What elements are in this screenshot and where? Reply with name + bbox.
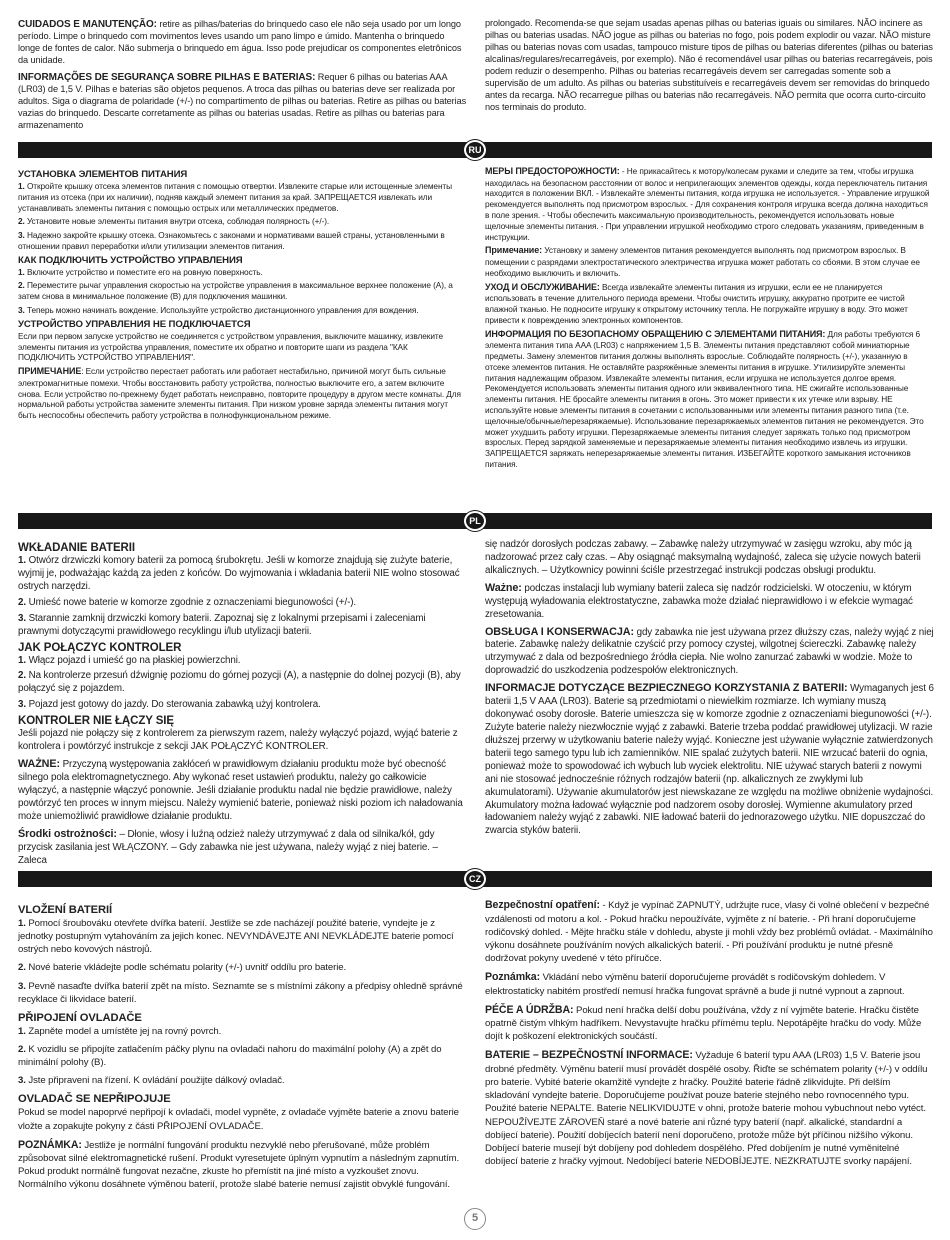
step-number: 2. [18,596,26,608]
cz-right-column [485,898,934,1197]
ru-heading-battery-install: УСТАНОВКА ЭЛЕМЕНТОВ ПИТАНИЯ [18,169,188,180]
pt-right-column [485,18,934,136]
pl-step [18,597,467,610]
pl-battery-safety-paragraph [485,681,934,838]
step-text: Nové baterie vkládejte podle schématu polarity (+/-) uvnitř oddílu pro baterie. [25,962,347,974]
cz-care-paragraph [485,1003,934,1044]
ru-battery-safety-heading: ИНФОРМАЦИЯ ПО БЕЗОПАСНОМУ ОБРАЩЕНИЮ С ЭЛЕМЕНТАМИ ПИТАНИЯ: [485,328,826,339]
ru-step [18,216,467,227]
step-text: Pevně nasaďte dvířka baterií zpět na místo. Seznamte se s místními zákony a předpisy ohledně správné recyklace či likvidace baterií. [18,980,463,1005]
step-text: Теперь можно начинать вождение. Используйте устройство дистанционного управления для вождения. [24,305,419,316]
ru-remark-text: Установку и замену элементов питания рекомендуется выполнять под присмотром взрослых. В помещении с разрядами электростатического электричества игрушка может работать со сбоями. В этом случае ее необходимо выключить и включить. [485,245,920,278]
pl-precautions-heading: Środki ostrożności: [18,827,117,840]
step-text: Zapněte model a umístěte jej na rovný povrch. [25,1025,222,1037]
pl-important-paragraph [18,757,467,824]
page-number: 5 [464,1208,486,1230]
cz-step [18,980,467,1006]
ru-heading-connect: КАК ПОДКЛЮЧИТЬ УСТРОЙСТВО УПРАВЛЕНИЯ [18,254,243,266]
cz-step [18,1043,467,1069]
section-portuguese [18,18,934,136]
pl-right-column [485,539,934,870]
pl-not-connecting-text: Jeśli pojazd nie połączy się z kontrolerem za pierwszym razem, należy wyłączyć pojazd, wyjąć baterie z kontrolera i powtórzyć instrukcje z sekcji JAK POŁĄCZYĆ KONTROLER. [18,728,458,753]
pt-battery-paragraph [18,71,467,132]
step-text: Umieść nowe baterie w komorze zgodnie z oznaczeniami biegunowości (+/-). [25,596,357,608]
step-number: 1. [18,181,25,191]
cz-remark-text: Vkládání nebo výměnu baterií doporučujeme provádět s rodičovským dohledem. V elektrostaticky nabitém prostředí nemusí hračka fungovat správně a bude ji nutné vypnout a zapnout. [485,972,905,997]
cz-care-text: Pokud není hračka delší dobu používána, vždy z ní vyjměte baterie. Hračku čistěte opatrně čistým vlhkým hadříkem. Nevystavujte hračku přímému teplu. Nepotápějte hračku do vody. Může dojít k poškození elektronických součástí. [485,1004,922,1043]
pl-note-text: podczas instalacji lub wymiany baterii zaleca się nadzór rodzicielski. W otoczeniu, w którym występują wyładowania elektrostatyczne, zabawka może działać nieprawidłowo i w efekcie wymagać zresetowania. [485,582,913,620]
ru-care-heading: УХОД И ОБСЛУЖИВАНИЕ: [485,281,600,292]
section-polish [18,539,934,870]
step-text: Na kontrolerze przesuń dźwignię poziomu do górnej pozycji (A), a następnie do dolnej pozycji (B), aby połączyć się z pojazdem. [18,670,461,695]
pt-battery-text: Requer 6 pilhas ou baterias AAA (LR03) de 1,5 V. Pilhas e baterias são objetos pequenos. A troca das pilhas ou baterias deve ser realizada por adultos. Siga o diagrama de polaridade (+/-) no compartimento de pilhas ou baterias. Retire as pilhas ou baterias vazias do brinquedo. Descarte corretamente as pilhas ou baterias usadas. Retire as pilhas ou baterias para armazenamento [18,71,467,130]
step-number: 3. [18,612,26,624]
pl-step [18,655,467,668]
ru-language-badge: RU [464,140,486,160]
ru-heading-not-connecting: УСТРОЙСТВО УПРАВЛЕНИЯ НЕ ПОДКЛЮЧАЕТСЯ [18,318,251,330]
cz-step [18,1025,467,1038]
ru-note-heading: ПРИМЕЧАНИЕ [18,366,82,377]
step-number: 3. [18,699,26,711]
ru-precautions-heading: МЕРЫ ПРЕДОСТОРОЖНОСТИ: [485,166,620,176]
cz-precautions-text: - Když je vypínač ZAPNUTÝ, udržujte ruce, vlasy či volné oblečení v bezpečné vzdálenosti od motoru a kol. - Pokud hračku nepoužíváte, vyjměte z ní baterie. - Při hraní doporučujeme rodičovský dohled. - Mějte hračku stále v dohledu, abyste ji mohli vždy bez problémů ovládat. - Maximálního výkonu dosáhnete používáním nových alkalických baterií. - Při používání produktu je nutné přesně dodržovat pokyny uvedené v této příručce. [485,900,933,964]
cz-battery-safety-text: Vyžaduje 6 baterií typu AAA (LR03) 1,5 V. Baterie jsou drobné předměty. Výměnu baterií musí provádět dospělé osoby. Řiďte se schématem polarity (+/-) v oddílu pro baterie. Vybité baterie okamžitě vyndejte z hračky. Použité baterie řádně zlikvidujte. Při delším skladování vyndejte baterie. Doporučujeme používat pouze baterie stejného nebo rovnocenného typu. Použité baterie NEPALTE. Baterie NELIKVIDUJTE v ohni, protože baterie mohou vybuchnout nebo vytéct. NEPOUŽÍVEJTE ZÁROVEŇ staré a nové baterie ani různé typy baterií (např. alkalické, standardní a dobíjecí baterie). Použití dobíjecích baterií není doporučeno, protože může být příčinou nižšího výkonu. Dobíjecí baterie musejí být dobíjeny pod dohledem dospělého. Před dobíjením je nutné vyměnitelné dobíjecí baterie z hračky vyjmout. Nedobíjecí baterie NEDOBÍJEJTE. NEZKRATUJTE svorky napájení. [485,1050,928,1167]
cz-heading-not-connecting: OVLADAČ SE NEPŘIPOJUJE [18,1093,171,1106]
cz-precautions-paragraph [485,898,934,965]
cz-step [18,1074,467,1087]
pl-care-text: gdy zabawka nie jest używana przez dłuższy czas, należy wyjąć z niej baterie. Zabawkę należy delikatnie czyścić przy pomocy czystej, wilgotnej ściereczki. Zabawkę należy utrzymywać z dala od bezpośredniego źródła ciepła. Nie wolno zanurzać zabawki w wodzie. Może to doprowadzić do uszkodzenia podzespołów elektronicznych. [485,626,934,677]
step-text: Otwórz drzwiczki komory baterii za pomocą śrubokrętu. Jeśli w komorze znajdują się zużyte baterie, wyjmij je, podważając każdą za jeden z końców. Do wyjmowania i wkładania baterii NIE wolno stosować ostrych narzędzi. [18,555,460,592]
ru-right-column [485,166,934,473]
step-number: 1. [18,555,26,566]
pl-section-bar [18,513,932,529]
pl-step [18,670,467,696]
pl-precautions-text: – Dłonie, włosy i luźną odzież należy utrzymywać z dala od silnika/kół, gdy przycisk zasilania jest WŁĄCZONY. – Gdy zabawka nie jest używana, należy wyjąć z niej baterie. – Zaleca [18,828,438,866]
cz-step [18,961,467,974]
step-text: Откройте крышку отсека элементов питания с помощью отвертки. Извлеките старые или истощенные элементы питания из отсека (при их наличии), подняв каждый элемент питания за край. ЗАПРЕЩАЕТСЯ извлекать или устанавливать элементы питания с помощью острых или металлических предметов. [18,181,452,213]
ru-step [18,305,467,316]
cz-note-paragraph [18,1138,467,1192]
ru-left-column [18,166,467,473]
step-text: Установите новые элементы питания внутри отсека, соблюдая полярность (+/-). [24,216,330,227]
pt-left-column [18,18,467,136]
pt-care-paragraph [18,18,467,67]
pl-important-text: Przyczyną występowania zakłóceń w prawidłowym działaniu produktu może być obecność silnego pola elektromagnetycznego. Aby wykonać reset ustawień produktu, należy go całkowicie wyłączyć, a następnie włączyć ponownie. Jeśli działanie produktu nadal nie będzie prawidłowe, należy powtórzyć ten proces w innym miejscu. Należy wymienić baterie, ponieważ niski poziom ich naładowania może uniemożliwić prawidłowe działanie produktu. [18,759,463,822]
cz-not-connecting-text: Pokud se model napoprvé nepřipojí k ovladači, model vypněte, z ovladače vyjměte baterie a znovu baterie vložte a zopakujte pokyny z části PŘIPOJENÍ OVLADAČE. [18,1107,459,1132]
step-text: Pomocí šroubováku otevřete dvířka baterií. Jestliže se zde nacházejí použité baterie, vyndejte je z jednotky postupným vytahováním za jejich konec. NEVYNDÁVEJTE ANI NEVKLÁDEJTE baterie pomocí ostrých nebo kovových nástrojů. [18,918,454,956]
ru-remark-paragraph [485,245,934,278]
step-text: Włącz pojazd i umieść go na płaskiej powierzchni. [25,654,241,666]
step-text: Jste připraveni na řízení. K ovládání použijte dálkový ovladač. [25,1075,285,1087]
cz-step [18,917,467,956]
pl-battery-safety-text: Wymaganych jest 6 baterii 1,5 V AAA (LR03). Baterie są przedmiotami o niewielkim rozmiarze. Ich wymiany muszą dokonywać osoby dorosłe. Baterie umieszcza się w komorze zgodnie z oznaczeniami biegunowości (+/-). Zużyte baterie należy niezwłocznie wyjąć z zabawki. Baterie trzeba poddać prawidłowej utylizacji. W razie dłuższej przerwy w użytkowaniu baterie należy wyjąć. Konieczne jest używanie wyłącznie zatwierdzonych baterii tego samego typu lub ich zamienników. NIE spalać zużytych baterii. NIE wrzucać baterii do ognia, ponieważ może to spowodować ich wybuch lub wyciek elektrolitu. NIE używać starych baterii z nowymi ani nie stosować jednocześnie różnych rodzajów baterii (np. alkalicznych ze zwykłymi lub akumulatorami). Używanie akumulatorów jest niewskazane ze względu na możliwe obniżenie wydajności. Akumulatory można ładować wyłącznie pod nadzorem osoby dorosłej. Wymienne akumulatory przed ładowaniem należy wyjąć z zabawki. NIE ładować baterii do jednorazowego użytku. NIE dopuszczać do zwarcia styków baterii. [485,683,934,837]
ru-remark-heading: Примечание: [485,245,543,256]
ru-care-text: Всегда извлекайте элементы питания из игрушки, если ее не планируется использовать в течение длительного периода времени. Чтобы очистить игрушку, аккуратно протрите ее чистой влажной тканью. Не подносите игрушку к открытому источнику тепла. Не погружайте игрушку в воду. Это может привести к повреждению электронных компонентов. [485,281,908,325]
pt-care-heading: CUIDADOS E MANUTENÇÃO: [18,19,157,30]
step-number: 1. [18,266,25,277]
pl-note-heading: Ważne: [485,581,522,594]
step-text: Включите устройство и поместите его на ровную поверхность. [24,266,263,277]
step-number: 2. [18,216,25,227]
pl-note-paragraph [485,581,934,622]
step-number: 1. [18,1025,26,1037]
ru-not-connecting-text: Если при первом запуске устройство не соединяется с устройством управления, выключите машинку, извлеките элементы питания из устройства управления, поместите их обратно и повторите шаги из раздела "КАК ПОДКЛЮЧИТЬ УСТРОЙСТВО УПРАВЛЕНИЯ". [18,330,443,363]
step-text: Переместите рычаг управления скоростью на устройстве управления в максимальное верхнее положение (A), а затем снова в минимальное положение (B) для подключения машинки. [18,280,453,302]
pl-heading-not-connecting: KONTROLER NIE ŁĄCZY SIĘ [18,715,174,728]
pl-important-heading: WAŻNE: [18,758,60,771]
cz-language-badge: CZ [464,869,486,889]
step-text: Starannie zamknij drzwiczki komory baterii. Zapoznaj się z lokalnymi przepisami i zaleceniami prawnymi dotyczącymi prawidłowego recyklingu i/lub utylizacji baterii. [18,612,426,637]
pl-heading-battery-install: WKŁADANIE BATERII [18,542,135,554]
pl-language-badge: PL [464,511,486,531]
step-number: 2. [18,670,26,682]
pt-continued-paragraph: prolongado. Recomenda-se que sejam usadas apenas pilhas ou baterias iguais ou similares. NÃO incinere as pilhas ou baterias usadas. NÃO jogue as pilhas ou baterias no fogo, pois podem explodir ou vazar. NÃO misture pilhas ou baterias novas com usadas, tampouco misture tipos de pilhas ou baterias diferentes (pilhas ou baterias alcalinas/regulares/recarregáveis, por exemplo). Não é recomendável usar pilhas ou baterias recarregáveis, pois podem reduzir o desempenho. Pilhas ou baterias recarregáveis devem ser carregadas somente sob a supervisão de um adulto. As pilhas ou baterias substituíveis e recarregáveis devem ser removidas do brinquedo antes da recarga. NÃO recarregue pilhas ou baterias não recarregáveis. NÃO permita que ocorra curto-circuito nos terminais do produto. [485,18,933,112]
ru-battery-safety-paragraph [485,329,934,470]
cz-precautions-heading: Bezpečnostní opatření: [485,899,600,911]
cz-remark-paragraph [485,970,934,998]
step-number: 1. [18,918,26,929]
pl-continued-text: się nadzór dorosłych podczas zabawy. – Zabawkę należy utrzymywać w zasięgu wzroku, aby móc ją nadzorować przez cały czas. – Aby osiągnąć maksymalną wydajność, zaleca się użycie nowych baterii alkalicznych. – Użytkownicy powinni ściśle przestrzegać instrukcji podczas obsługi produktu. [485,539,921,576]
cz-remark-heading: Poznámka: [485,971,541,984]
cz-care-heading: PÉČE A ÚDRŽBA: [485,1003,574,1016]
cz-note-heading: POZNÁMKA: [18,1138,82,1151]
cz-heading-battery-install: VLOŽENÍ BATERIÍ [18,904,113,916]
step-text: K vozidlu se připojíte zatlačením páčky plynu na ovladači nahoru do maximální polohy (A) a zpět do minimální polohy (B). [18,1043,442,1069]
cz-heading-connect: PŘIPOJENÍ OVLADAČE [18,1011,142,1024]
pt-care-text: retire as pilhas/baterias do brinquedo caso ele não seja usado por um longo período. Limpe o brinquedo com movimentos leves usando um pano limpo e úmido. Mantenha o brinquedo longe de fontes de calor. Não submerja o brinquedo em água. Isso pode prejudicar os componentes eletrônicos da unidade. [18,19,462,65]
pl-heading-connect: JAK POŁĄCZYC KONTROLER [18,641,182,654]
step-number: 1. [18,654,26,666]
ru-precautions-text: - Не прикасайтесь к мотору/колесам руками и следите за тем, чтобы игрушка находилась на безопасном расстоянии от волос и неприлегающих элементов одежды, когда переключатель питания находится в положении ВКЛ. - Извлекайте элементы питания, когда игрушка не используется. - Управление игрушкой рекомендуется выполнять под присмотром взрослых. - Для сохранения контроля игрушка всегда должна находиться в поле зрения. - Чтобы обеспечить максимальную производительность, рекомендуется использовать новые щелочные элементы питания. - При управлении игрушкой необходимо строго следовать указаниям, приведенным в инструкции. [485,166,930,242]
pl-step [18,613,467,639]
section-czech [18,898,934,1197]
pt-battery-heading: INFORMAÇÕES DE SEGURANÇA SOBRE PILHAS E BATERIAS: [18,71,316,83]
step-number: 2. [18,280,25,291]
step-text: Надежно закройте крышку отсека. Ознакомьтесь с законами и нормативами вашей страны, установленными в отношении правил переработки и/или утилизации элементов питания. [18,230,445,251]
step-number: 3. [18,305,25,316]
step-number: 3. [18,1075,26,1087]
step-number: 3. [18,980,26,992]
cz-left-column [18,898,467,1197]
step-number: 3. [18,230,25,241]
ru-step [18,267,467,278]
ru-step [18,230,467,252]
cz-note-text: Jestliže je normální fungování produktu nezvyklé nebo přerušované, může problém způsobovat silné elektromagnetické rušení. Produkt vyresetujete úplným vypnutím a následným zapnutím. Pokud produkt normálně fungovat nezačne, zkuste ho přemístit na jiné místo a vyzkoušet znovu. Normálního výkonu dosáhnete výměnou baterií, protože slabé baterie nemusí zajistit obvyklé fungování. [18,1139,460,1191]
ru-battery-safety-text: Для работы требуются 6 элемента питания типа AAA (LR03) с напряжением 1,5 В. Элементы питания представляют собой миниатюрные предметы. Замену элементов питания должны выполнять взрослые. Соблюдайте полярность (+/-), указанную в отсеке элементов питания. Не оставляйте разряжённые элементы питания в игрушке. Утилизируйте элементы питания надлежащим образом. Извлекайте элементы питания, если игрушка не используется долгое время. Рекомендуется использовать элементы питания одного или эквивалентного типа. НЕ сжигайте использованные элементы питания. НЕ бросайте элементы питания в огонь. Это может привести к их утечке или взрыву. НЕ используйте новые элементы питания в сочетании с использованными или элементы питания разного типа (т.е. щелочные/обычные/перезаряжаемые). Использование перезаряжаемых элементов питания не рекомендуется. Это может ухудшить работу игрушки. Перезаряжаемые элементы питания следует заряжать только под присмотром взрослых. Перед зарядкой заменяемые и перезаряжаемые элементы питания необходимо извлечь из игрушки. ЗАПРЕЩАЕТСЯ заряжать неперезаряжаемые элементы питания. ИЗБЕГАЙТЕ короткого замыкания источников питания. [485,328,924,469]
pl-precautions-paragraph [18,827,467,868]
pl-step [18,699,467,712]
ru-care-paragraph [485,282,934,326]
step-number: 2. [18,962,26,974]
ru-step [18,280,467,302]
step-text: Pojazd jest gotowy do jazdy. Do sterowania zabawką użyj kontrolera. [25,699,321,711]
pl-step [18,555,467,594]
cz-battery-safety-heading: BATERIE – BEZPEČNOSTNÍ INFORMACE: [485,1049,693,1062]
ru-note-text: : Если устройство перестает работать или работает нестабильно, причиной могут быть сильные электромагнитные помехи. Чтобы восстановить работу устройства, полностью выключите его, а затем включите снова. Если устройство по-прежнему будет работать неисправно, повторите процедуру в другом месте комнаты. Для нормальной работы устройства замените элементы питания. При низком уровне заряда элементы питания могут быть неспособны обеспечить работу устройства в полнофункциональном режиме. [18,366,461,421]
step-number: 2. [18,1043,26,1055]
cz-section-bar [18,871,932,887]
pl-care-paragraph [485,625,934,679]
ru-step [18,181,467,213]
ru-section-bar [18,142,932,158]
ru-note-paragraph [18,366,467,421]
ru-precautions-paragraph [485,166,934,242]
section-russian [18,166,934,473]
pl-battery-safety-heading: INFORMACJE DOTYCZĄCE BEZPIECZNEGO KORZYSTANIA Z BATERII: [485,682,848,695]
pl-left-column [18,539,467,870]
pl-care-heading: OBSŁUGA I KONSERWACJA: [485,625,634,638]
cz-battery-safety-paragraph [485,1048,934,1168]
